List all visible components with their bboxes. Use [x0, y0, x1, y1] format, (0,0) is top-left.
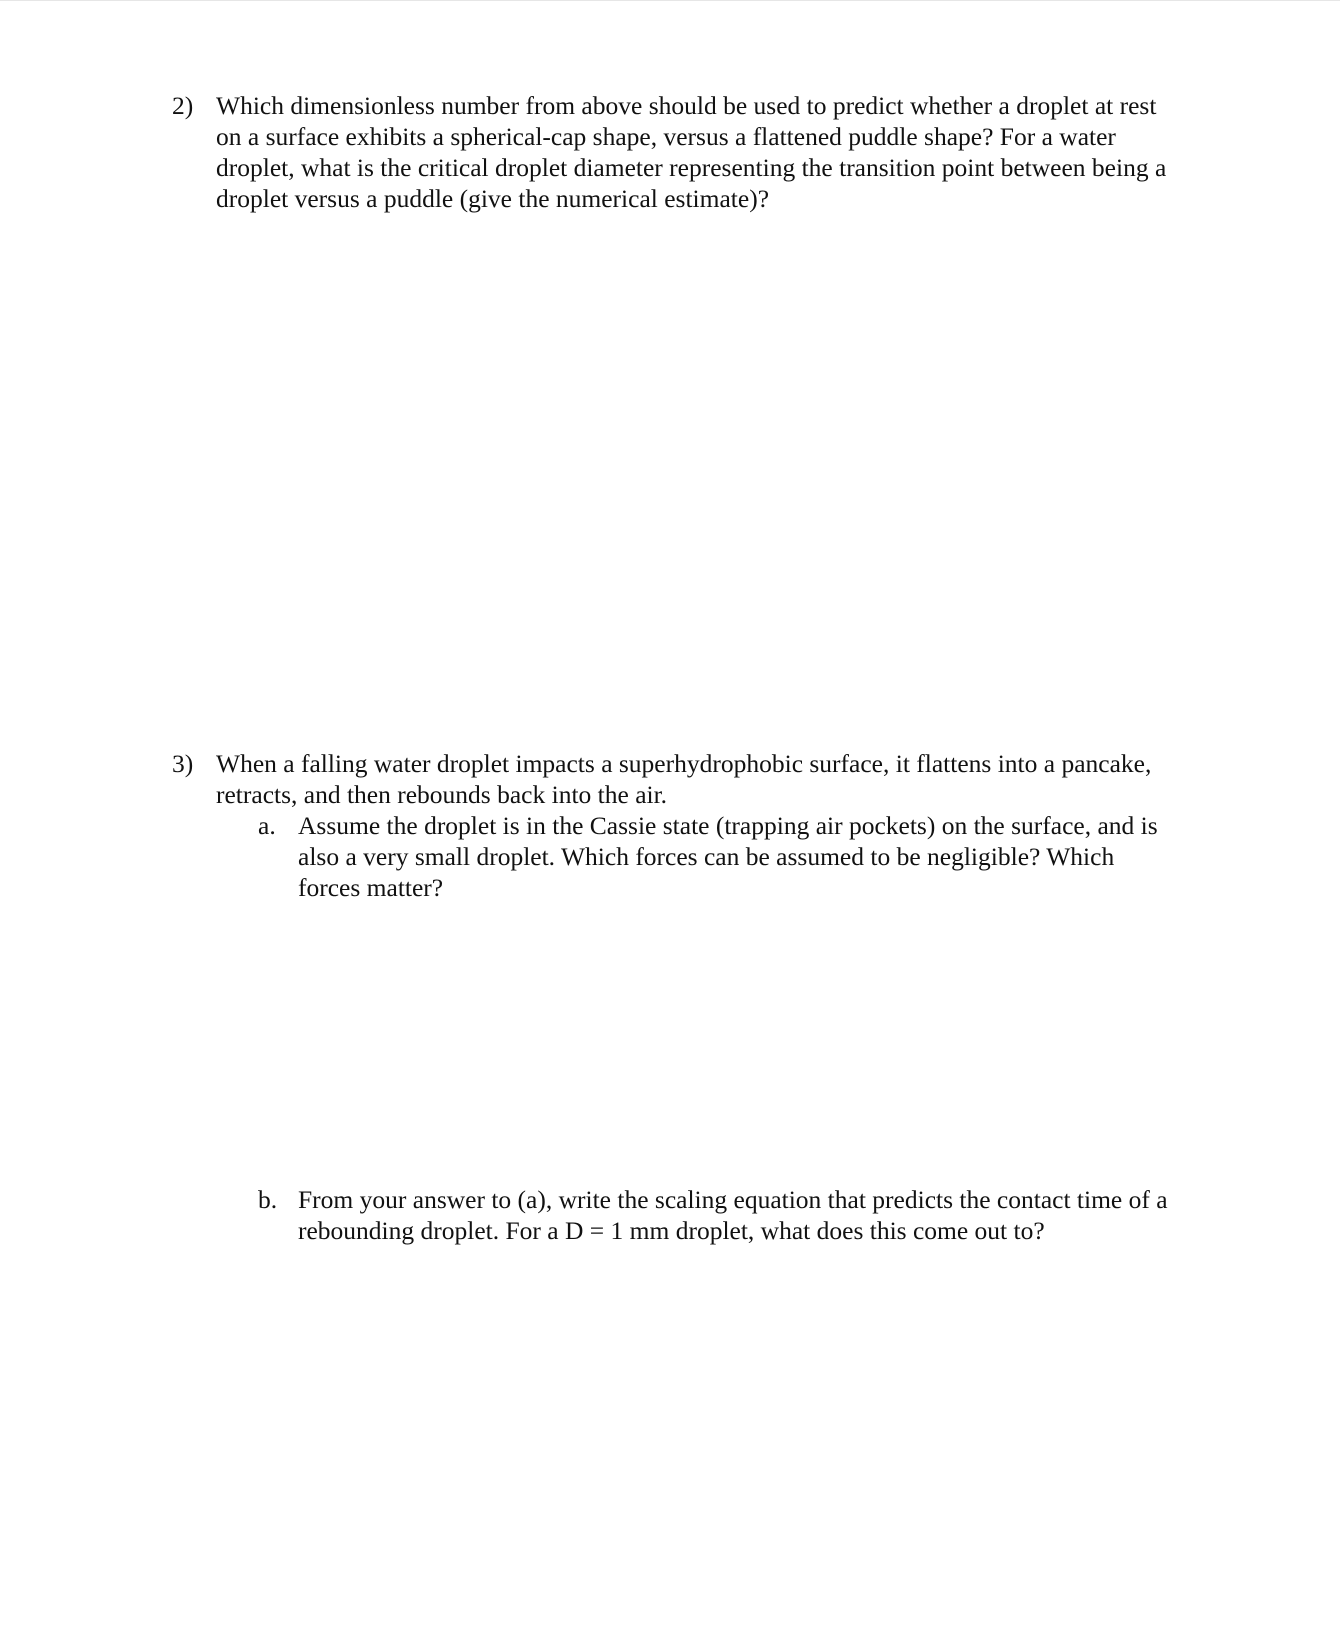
text-line: droplet versus a puddle (give the numerical estimate)?: [216, 184, 770, 213]
question-text: [216, 90, 1166, 214]
page-top-edge: [0, 0, 1340, 1]
text-line: also a very small droplet. Which forces can be assumed to be negligible? Which: [298, 842, 1115, 871]
question-text: [216, 748, 1151, 810]
text-line: forces matter?: [298, 873, 444, 902]
text-line: rebounding droplet. For a D = 1 mm droplet, what does this come out to?: [298, 1216, 1045, 1245]
question-number: 3): [172, 749, 194, 778]
text-line: When a falling water droplet impacts a superhydrophobic surface, it flattens into a pancake,: [216, 749, 1152, 778]
sub-question-letter: b.: [258, 1185, 278, 1214]
question-3: [172, 748, 1272, 1248]
sub-question-text: [298, 1184, 1168, 1246]
sub-question-text: [298, 810, 1158, 903]
sub-question-b: [258, 1184, 1238, 1254]
text-line: retracts, and then rebounds back into the air.: [216, 780, 668, 809]
sub-question-letter: a.: [258, 811, 276, 840]
text-line: Assume the droplet is in the Cassie state (trapping air pockets) on the surface, and is: [298, 811, 1158, 840]
text-line: From your answer to (a), write the scaling equation that predicts the contact time of a: [298, 1185, 1168, 1214]
question-number: 2): [172, 91, 194, 120]
text-line: Which dimensionless number from above should be used to predict whether a droplet at rest: [216, 91, 1157, 120]
text-line: droplet, what is the critical droplet diameter representing the transition point between being a: [216, 153, 1167, 182]
text-line: on a surface exhibits a spherical-cap shape, versus a flattened puddle shape? For a water: [216, 122, 1116, 151]
sub-question-a: [258, 810, 1238, 910]
question-2: [172, 90, 1272, 220]
